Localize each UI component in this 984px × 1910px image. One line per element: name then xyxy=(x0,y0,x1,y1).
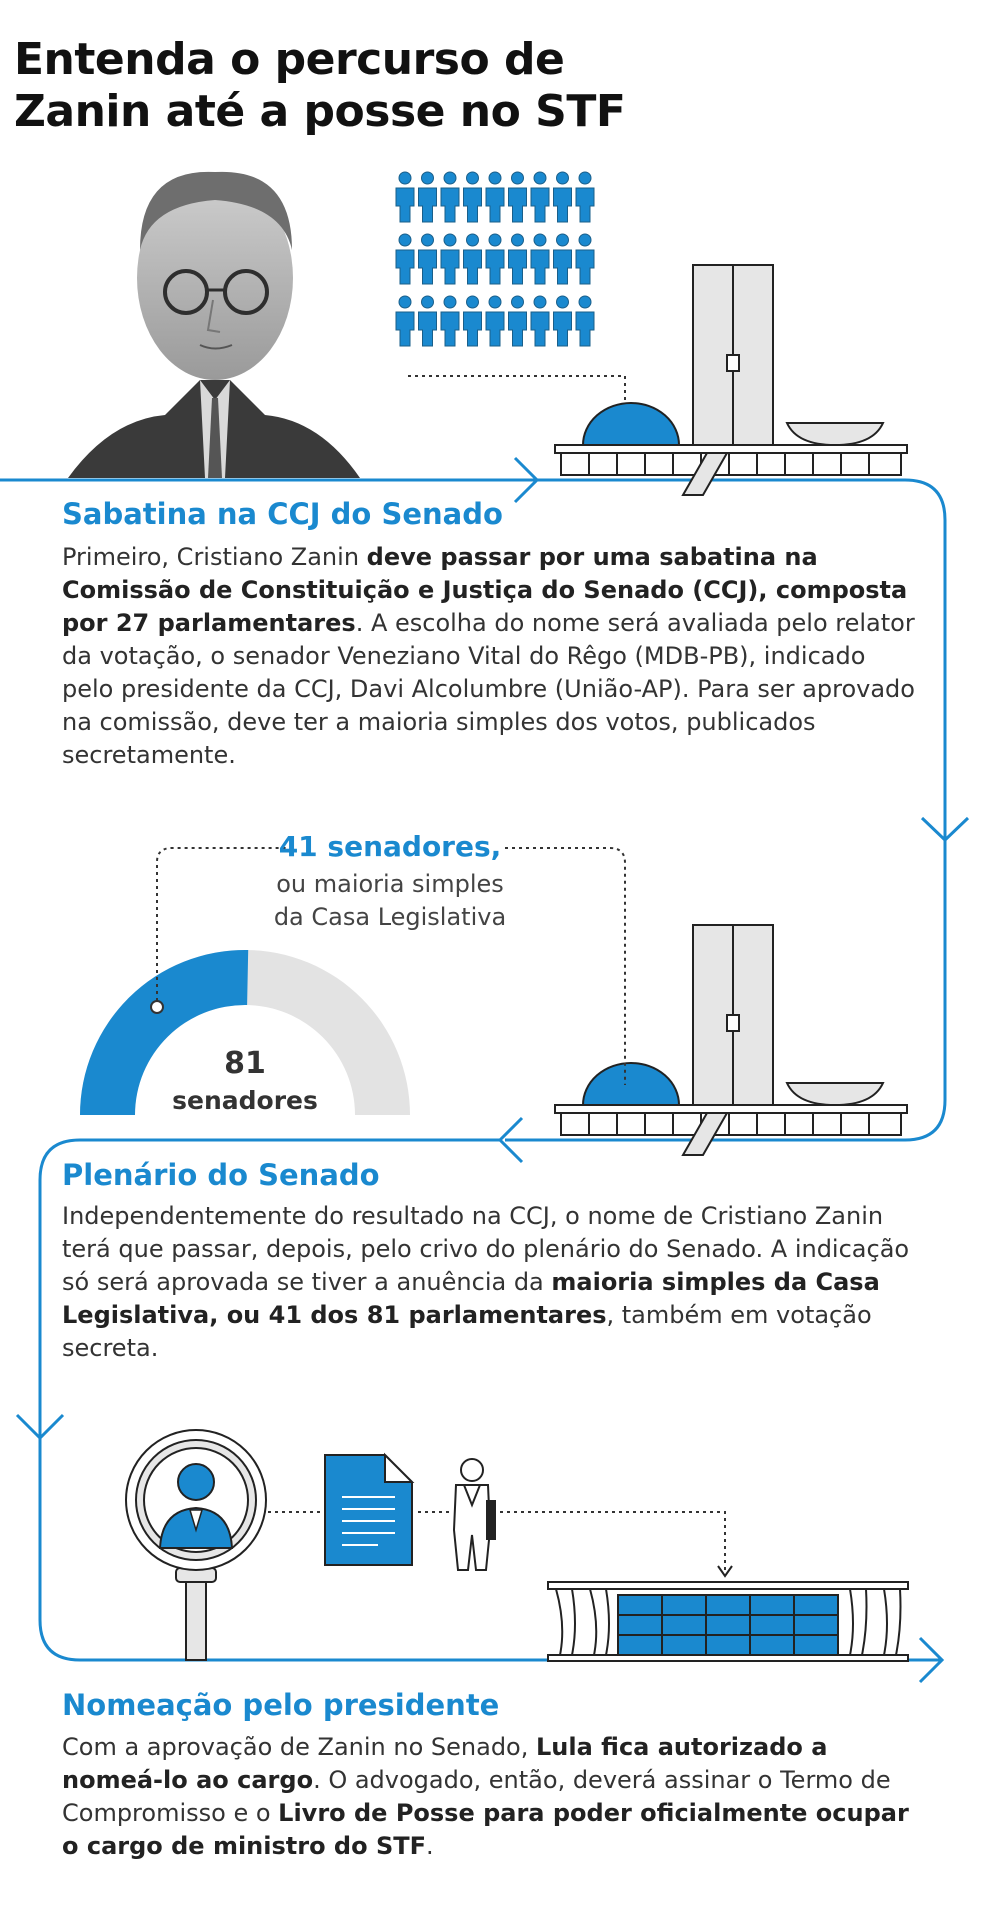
person-icon xyxy=(486,172,504,222)
person-icon xyxy=(441,234,459,284)
person-icon xyxy=(531,234,549,284)
emphasis-text: Lula fica autorizado a nomeá-lo ao cargo xyxy=(62,1733,828,1794)
body-text: . xyxy=(426,1832,434,1860)
person-icon xyxy=(396,296,414,346)
body-text: . A escolha do nome será avaliada pelo relator da votação, o senador Veneziano Vital do Rêgo (MDB-PB), indicado pelo presidente da CCJ, Davi Alcolumbre (União-AP). Para ser aprovado na comissão, deve ter a maioria simples dos votos, publicados secretamente. xyxy=(62,609,915,769)
body-text: Independentemente do resultado na CCJ, o nome de Cristiano Zanin terá que passar, depois, pelo crivo do plenário do Senado. A indicação só será aprovada se tiver a anuência da xyxy=(62,1202,910,1296)
people-icon xyxy=(396,172,594,346)
stf-building-icon xyxy=(548,1582,908,1661)
infographic-title: Entenda o percurso de Zanin até a posse no STF xyxy=(14,34,626,137)
total-senators-number: 81 xyxy=(224,1046,266,1081)
body-text: . O advogado, então, deverá assinar o Termo de Compromisso e o xyxy=(62,1766,891,1827)
person-icon xyxy=(396,234,414,284)
person-icon xyxy=(509,296,527,346)
body-text: Primeiro, Cristiano Zanin xyxy=(62,543,367,571)
person-icon xyxy=(486,234,504,284)
official-figure-icon xyxy=(454,1459,496,1570)
person-icon xyxy=(531,172,549,222)
person-icon xyxy=(441,296,459,346)
step-heading-ccj: Sabatina na CCJ do Senado xyxy=(62,497,503,531)
document-icon xyxy=(325,1455,412,1565)
majority-number-label: 41 senadores, xyxy=(278,830,502,863)
person-icon xyxy=(419,172,437,222)
connector-line xyxy=(500,1512,725,1570)
person-icon xyxy=(554,172,572,222)
step-text-nomeacao xyxy=(62,1731,922,1863)
step-heading-nomeacao: Nomeação pelo presidente xyxy=(62,1688,500,1722)
step-text-plenario xyxy=(62,1200,922,1365)
person-icon xyxy=(441,172,459,222)
person-icon xyxy=(554,296,572,346)
gauge-marker xyxy=(151,1001,163,1013)
congress-building-icon xyxy=(555,925,907,1155)
person-icon xyxy=(509,234,527,284)
total-senators-label: senadores xyxy=(172,1086,318,1115)
magnifier-person-icon xyxy=(126,1430,266,1660)
emphasis-text: deve passar por uma sabatina na Comissão de Constituição e Justiça do Senado (CCJ), composta por 27 parlamentares xyxy=(62,543,908,637)
body-text: , também em votação secreta. xyxy=(62,1301,872,1362)
person-icon xyxy=(509,172,527,222)
person-icon xyxy=(554,234,572,284)
person-icon xyxy=(531,296,549,346)
person-icon xyxy=(576,234,594,284)
majority-description-label: ou maioria simples da Casa Legislativa xyxy=(273,870,507,931)
person-icon xyxy=(464,172,482,222)
person-icon xyxy=(396,172,414,222)
step-heading-plenario: Plenário do Senado xyxy=(62,1158,380,1192)
person-icon xyxy=(419,234,437,284)
step-text-ccj xyxy=(62,541,922,772)
connector-line xyxy=(408,376,625,425)
body-text: Com a aprovação de Zanin no Senado, xyxy=(62,1733,536,1761)
zanin-portrait xyxy=(68,172,360,478)
person-icon xyxy=(464,296,482,346)
person-icon xyxy=(486,296,504,346)
person-icon xyxy=(464,234,482,284)
person-icon xyxy=(576,296,594,346)
emphasis-text: Livro de Posse para poder oficialmente ocupar o cargo de ministro do STF xyxy=(62,1799,909,1860)
person-icon xyxy=(419,296,437,346)
emphasis-text: maioria simples da Casa Legislativa, ou 41 dos 81 parlamentares xyxy=(62,1268,880,1329)
congress-building-icon xyxy=(555,265,907,495)
person-icon xyxy=(576,172,594,222)
